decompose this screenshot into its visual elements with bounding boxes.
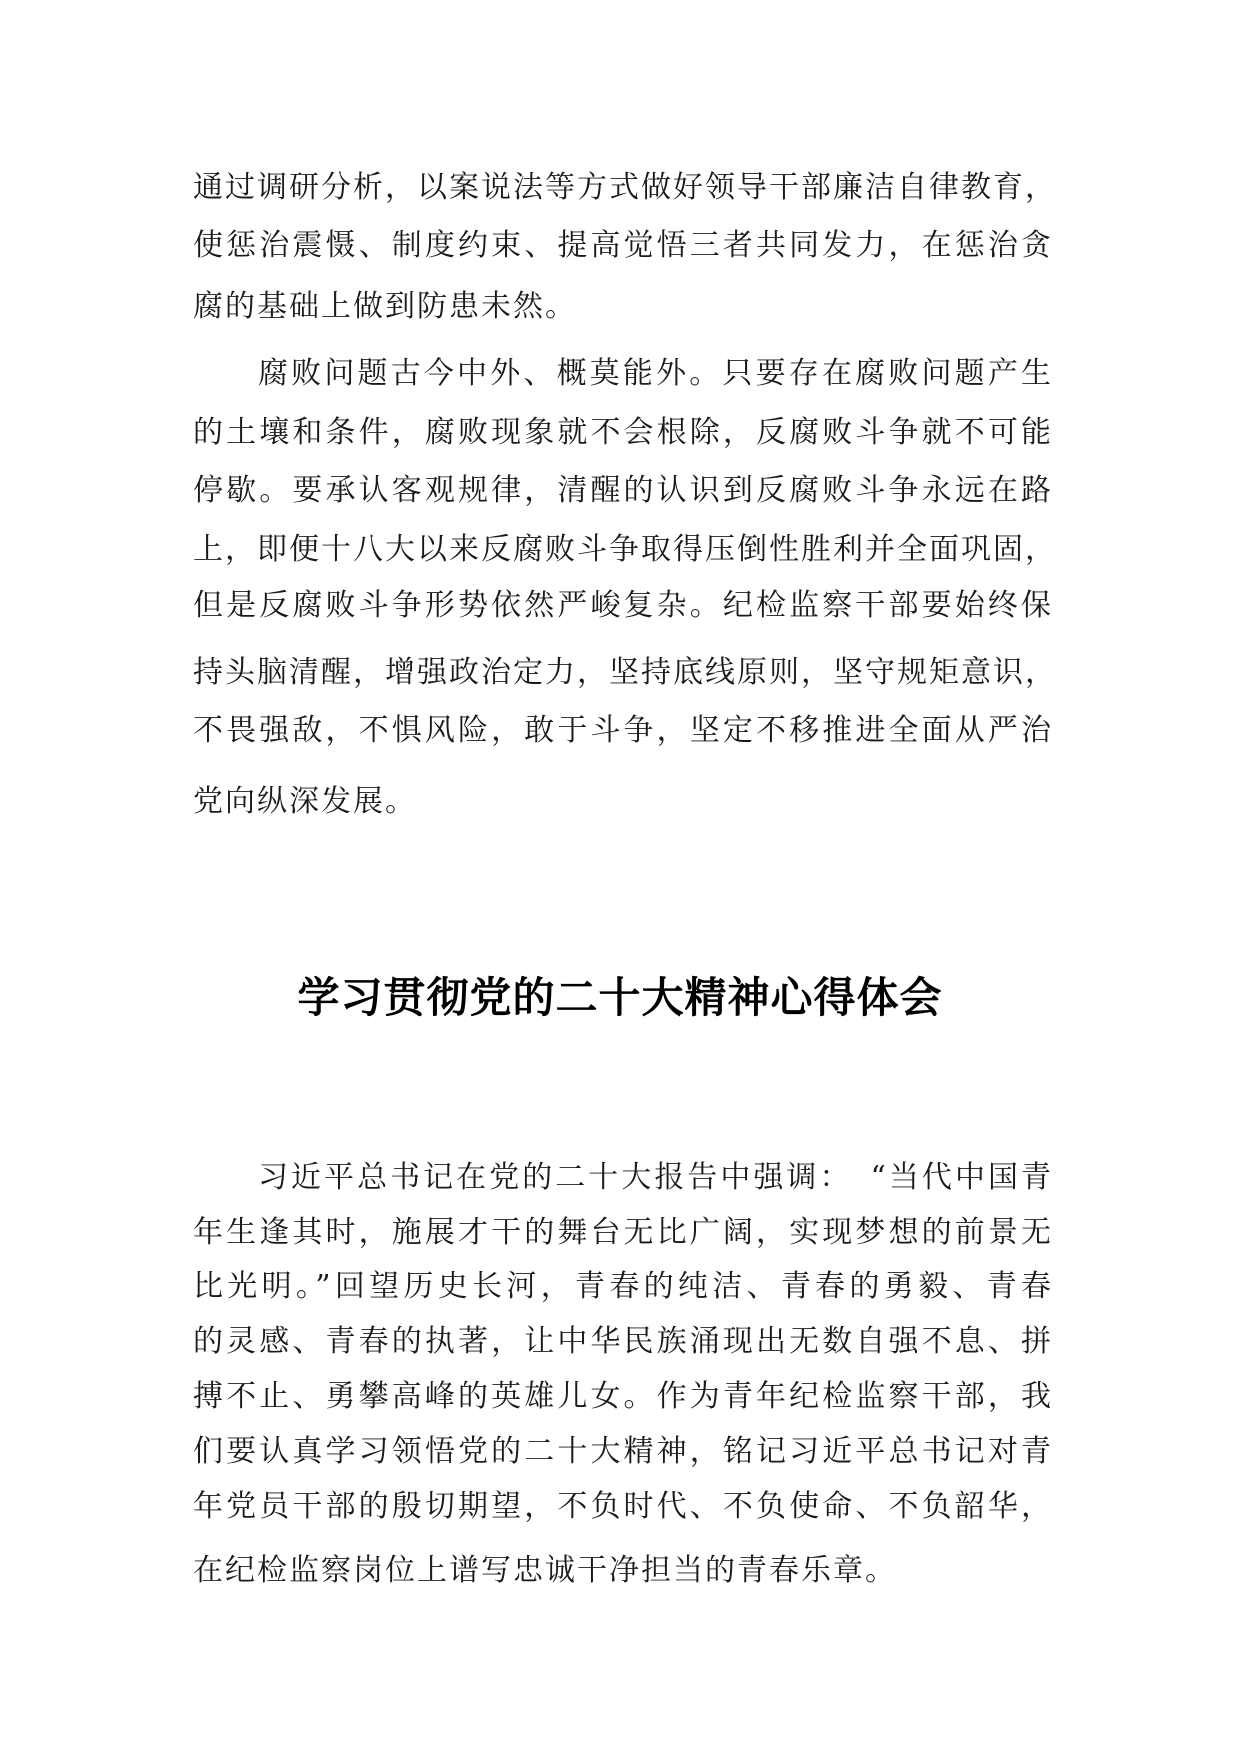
paragraph-3-line-3: 比光明。”回望历史长河，青春的纯洁、青春的勇毅、青春 <box>193 1269 1053 1304</box>
paragraph-2-line-1: 腐败问题古今中外、概莫能外。只要存在腐败问题产生 <box>258 356 1053 391</box>
paragraph-2-line-8: 党向纵深发展。 <box>193 784 417 819</box>
paragraph-2-line-6: 持头脑清醒，增强政治定力，坚持底线原则，坚守规矩意识， <box>193 655 1057 690</box>
paragraph-1-line-2: 使惩治震慑、制度约束、提高觉悟三者共同发力，在惩治贪 <box>193 228 1053 263</box>
paragraph-3-line-5: 搏不止、勇攀高峰的英雄儿女。作为青年纪检监察干部，我 <box>193 1379 1053 1414</box>
paragraph-2-line-4: 上，即便十八大以来反腐败斗争取得压倒性胜利并全面巩固， <box>193 532 1057 567</box>
paragraph-1-line-1: 通过调研分析，以案说法等方式做好领导干部廉洁自律教育， <box>193 170 1057 205</box>
paragraph-3-line-2: 年生逢其时，施展才干的舞台无比广阔，实现梦想的前景无 <box>193 1215 1053 1250</box>
paragraph-2-line-3: 停歇。要承认客观规律，清醒的认识到反腐败斗争永远在路 <box>193 473 1053 508</box>
paragraph-2-line-2: 的土壤和条件，腐败现象就不会根除，反腐败斗争就不可能 <box>193 415 1053 450</box>
paragraph-3-line-1: 习近平总书记在党的二十大报告中强调： “当代中国青 <box>258 1160 1053 1195</box>
paragraph-1-line-3: 腐的基础上做到防患未然。 <box>193 289 577 324</box>
paragraph-3-line-7: 年党员干部的殷切期望，不负时代、不负使命、不负韶华， <box>193 1489 1053 1524</box>
paragraph-2-line-7: 不畏强敌，不惧风险，敢于斗争，坚定不移推进全面从严治 <box>193 713 1053 748</box>
paragraph-3-line-6: 们要认真学习领悟党的二十大精神，铭记习近平总书记对青 <box>193 1434 1053 1469</box>
paragraph-3-line-8: 在纪检监察岗位上谱写忠诚干净担当的青春乐章。 <box>193 1553 897 1588</box>
paragraph-2-line-5: 但是反腐败斗争形势依然严峻复杂。纪检监察干部要始终保 <box>193 588 1053 623</box>
page-title: 学习贯彻党的二十大精神心得体会 <box>297 973 943 1022</box>
paragraph-3-line-4: 的灵感、青春的执著，让中华民族涌现出无数自强不息、拼 <box>193 1324 1053 1359</box>
